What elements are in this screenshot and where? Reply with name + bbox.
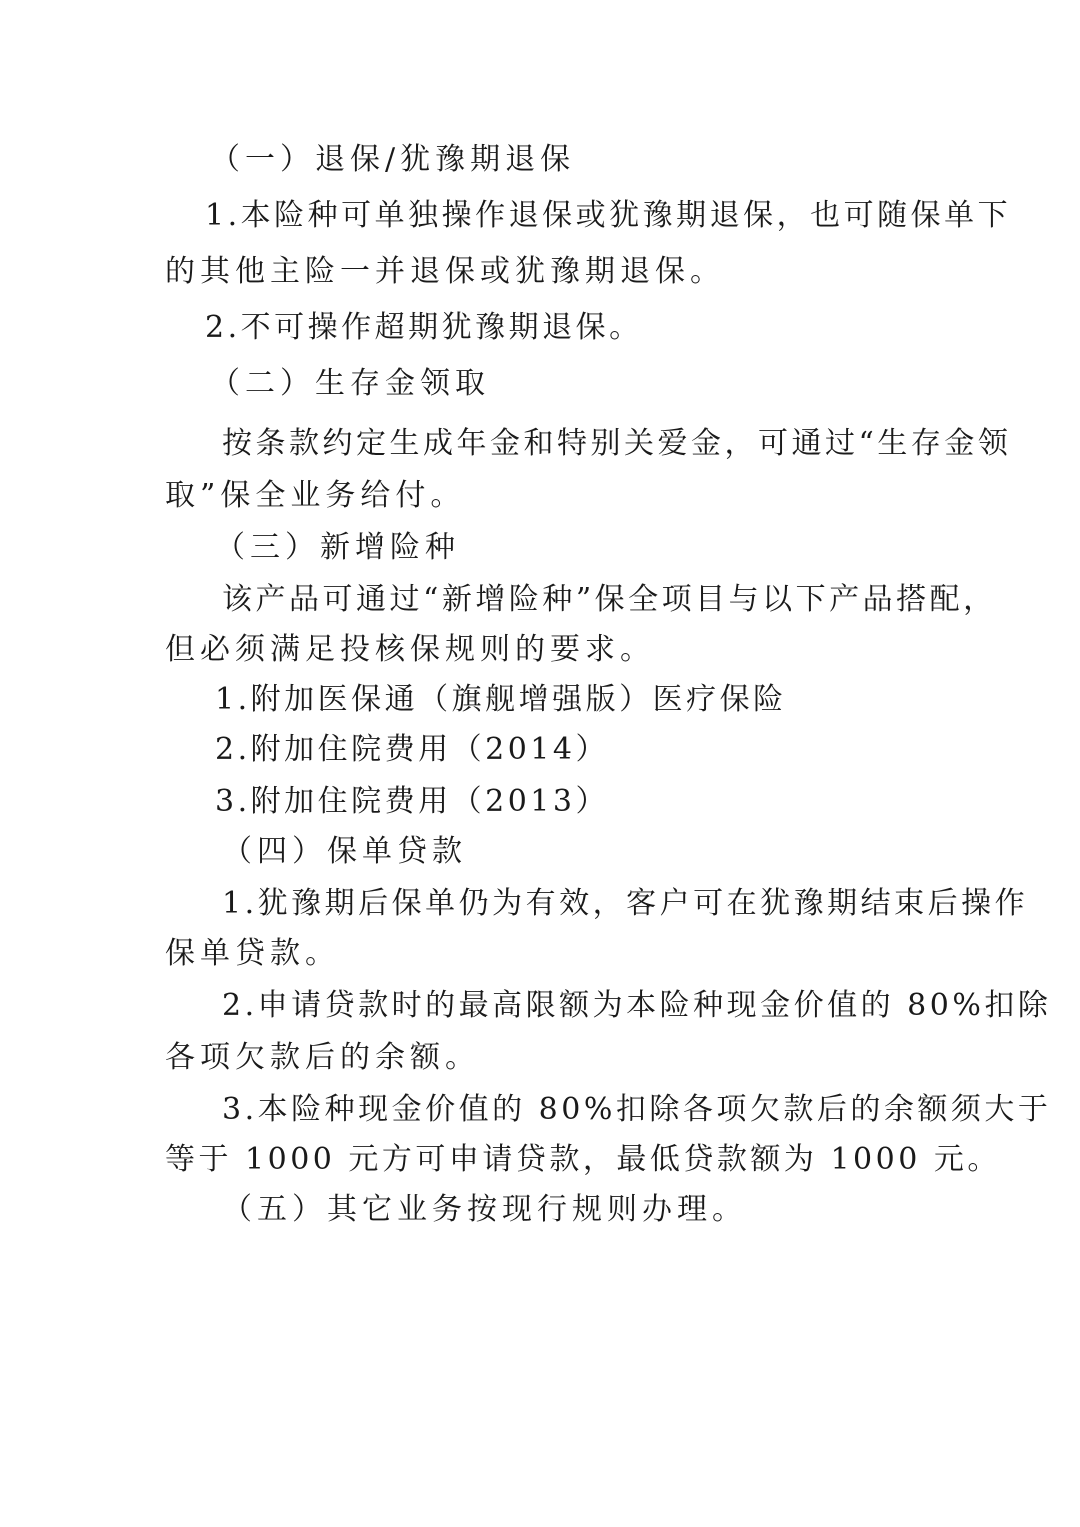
section-1-item-1-line-1: 1.本险种可单独操作退保或犹豫期退保，也可随保单下 [205,198,1012,233]
section-4-item-1-line-2: 保单贷款。 [165,936,340,971]
section-4-item-3-line-1: 3.本险种现金价值的 80%扣除各项欠款后的余额须大于 [222,1092,1052,1127]
section-3-para-line-1: 该产品可通过“新增险种”保全项目与以下产品搭配， [222,582,997,617]
section-3-item-1: 1.附加医保通（旗舰增强版）医疗保险 [215,682,787,717]
section-4-item-1-line-1: 1.犹豫期后保单仍为有效，客户可在犹豫期结束后操作 [222,886,1029,921]
section-3-item-2: 2.附加住院费用（2014） [215,732,609,767]
section-2-para-line-2: 取”保全业务给付。 [165,478,466,513]
section-3-para-line-2: 但必须满足投核保规则的要求。 [165,632,655,667]
section-4-heading: （四）保单贷款 [222,834,467,869]
section-4-item-2-line-2: 各项欠款后的余额。 [165,1040,480,1075]
section-4-item-2-line-1: 2.申请贷款时的最高限额为本险种现金价值的 80%扣除 [222,988,1052,1023]
section-2-heading: （二）生存金领取 [210,366,490,401]
section-1-heading: （一）退保/犹豫期退保 [210,142,576,177]
section-1-item-2: 2.不可操作超期犹豫期退保。 [205,310,643,345]
section-3-heading: （三）新增险种 [215,530,460,565]
section-4-item-3-line-2: 等于 1000 元方可申请贷款，最低贷款额为 1000 元。 [165,1142,1001,1177]
section-3-item-3: 3.附加住院费用（2013） [215,784,609,819]
section-1-item-1-line-2: 的其他主险一并退保或犹豫期退保。 [165,254,725,289]
section-2-para-line-1: 按条款约定生成年金和特别关爱金，可通过“生存金领 [222,426,1012,461]
section-5-heading: （五）其它业务按现行规则办理。 [222,1192,747,1227]
